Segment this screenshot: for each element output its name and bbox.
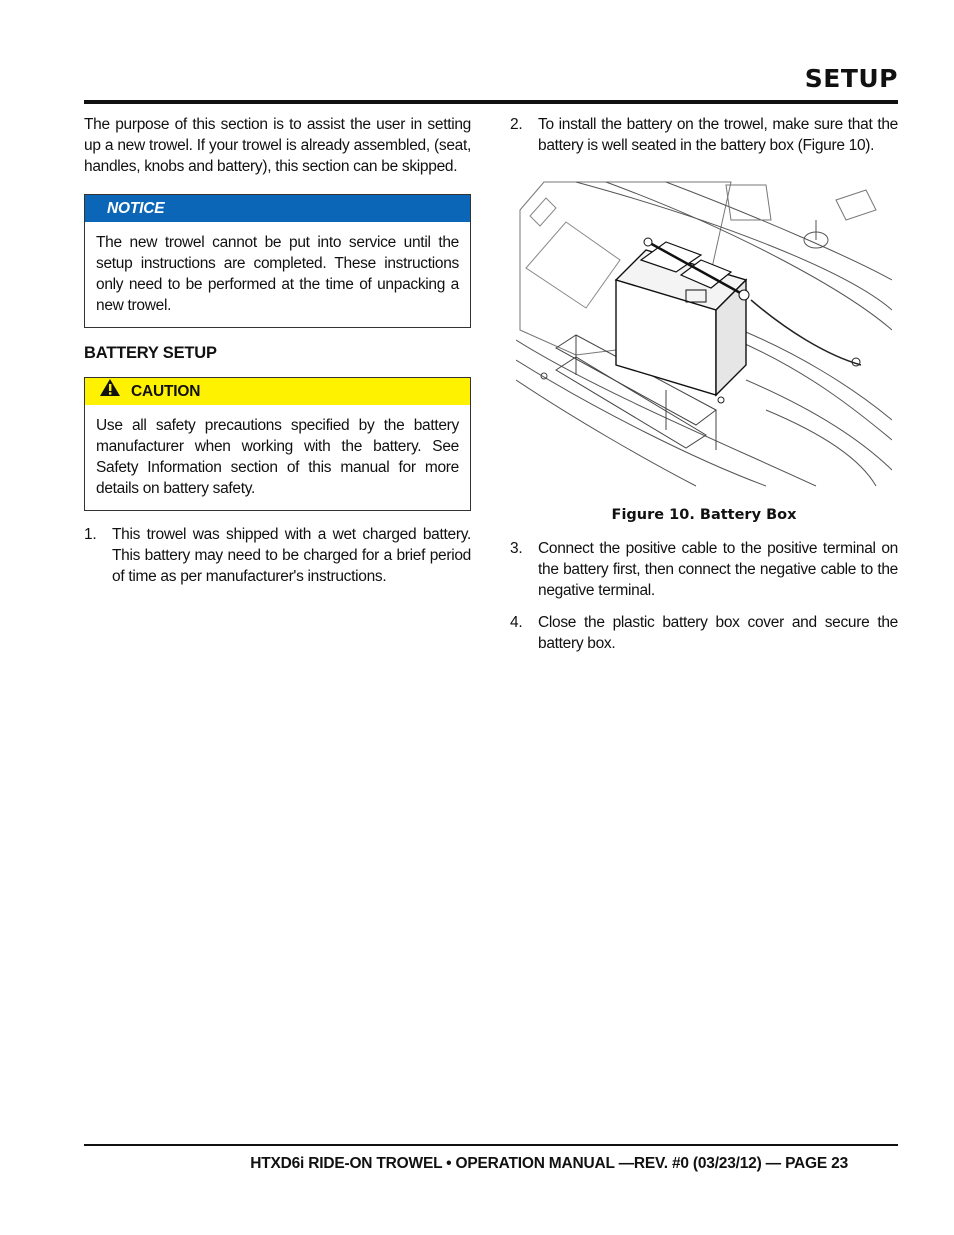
- notice-header: NOTICE: [85, 195, 470, 222]
- step-text: To install the battery on the trowel, make sure that the battery is well seated in the battery box (Figure 10).: [538, 116, 898, 154]
- right-column: [510, 114, 898, 156]
- footer-rule: [84, 1144, 898, 1146]
- list-item: [510, 538, 898, 601]
- notice-body: The new trowel cannot be put into service until the setup instructions are completed. These instructions only need to be performed at the time of unpacking a new trowel.: [96, 234, 459, 314]
- intro-paragraph: The purpose of this section is to assist the user in setting up a new trowel. If your trowel is already assembled, (seat, handles, knobs and battery), this section can be skipped.: [84, 116, 471, 175]
- step-number: 4.: [510, 614, 523, 631]
- caution-box: [84, 377, 471, 511]
- figure-caption: Figure 10. Battery Box: [611, 507, 797, 523]
- caution-label: CAUTION: [131, 383, 201, 400]
- right-steps-after: [510, 538, 898, 654]
- warning-triangle-icon: [99, 378, 121, 406]
- battery-box-illustration: [516, 180, 892, 488]
- page-footer: HTXD6i RIDE-ON TROWEL • OPERATION MANUAL —REV. #0 (03/23/12) — PAGE 23: [250, 1155, 848, 1172]
- step-number: 1.: [84, 526, 97, 543]
- caution-header: [85, 378, 470, 405]
- list-item: [510, 612, 898, 654]
- step-text: Close the plastic battery box cover and secure the battery box.: [538, 614, 898, 652]
- step-text: This trowel was shipped with a wet charged battery. This battery may need to be charged for a brief period of time as per manufacturer's instructions.: [112, 526, 471, 585]
- step-number: 3.: [510, 540, 523, 557]
- header-rule: [84, 100, 898, 104]
- left-column: [84, 114, 471, 587]
- step-text: Connect the positive cable to the positive terminal on the battery first, then connect the negative cable to the negative terminal.: [538, 540, 898, 599]
- left-steps: [84, 524, 471, 587]
- list-item: [510, 114, 898, 156]
- battery-setup-heading: BATTERY SETUP: [84, 344, 217, 362]
- caution-body: Use all safety precautions specified by the battery manufacturer when working with the battery. See Safety Information section of this manual for more details on battery safety.: [96, 417, 459, 497]
- step-number: 2.: [510, 116, 523, 133]
- notice-box: [84, 194, 471, 328]
- list-item: [84, 524, 471, 587]
- page-section-title: SETUP: [804, 64, 898, 93]
